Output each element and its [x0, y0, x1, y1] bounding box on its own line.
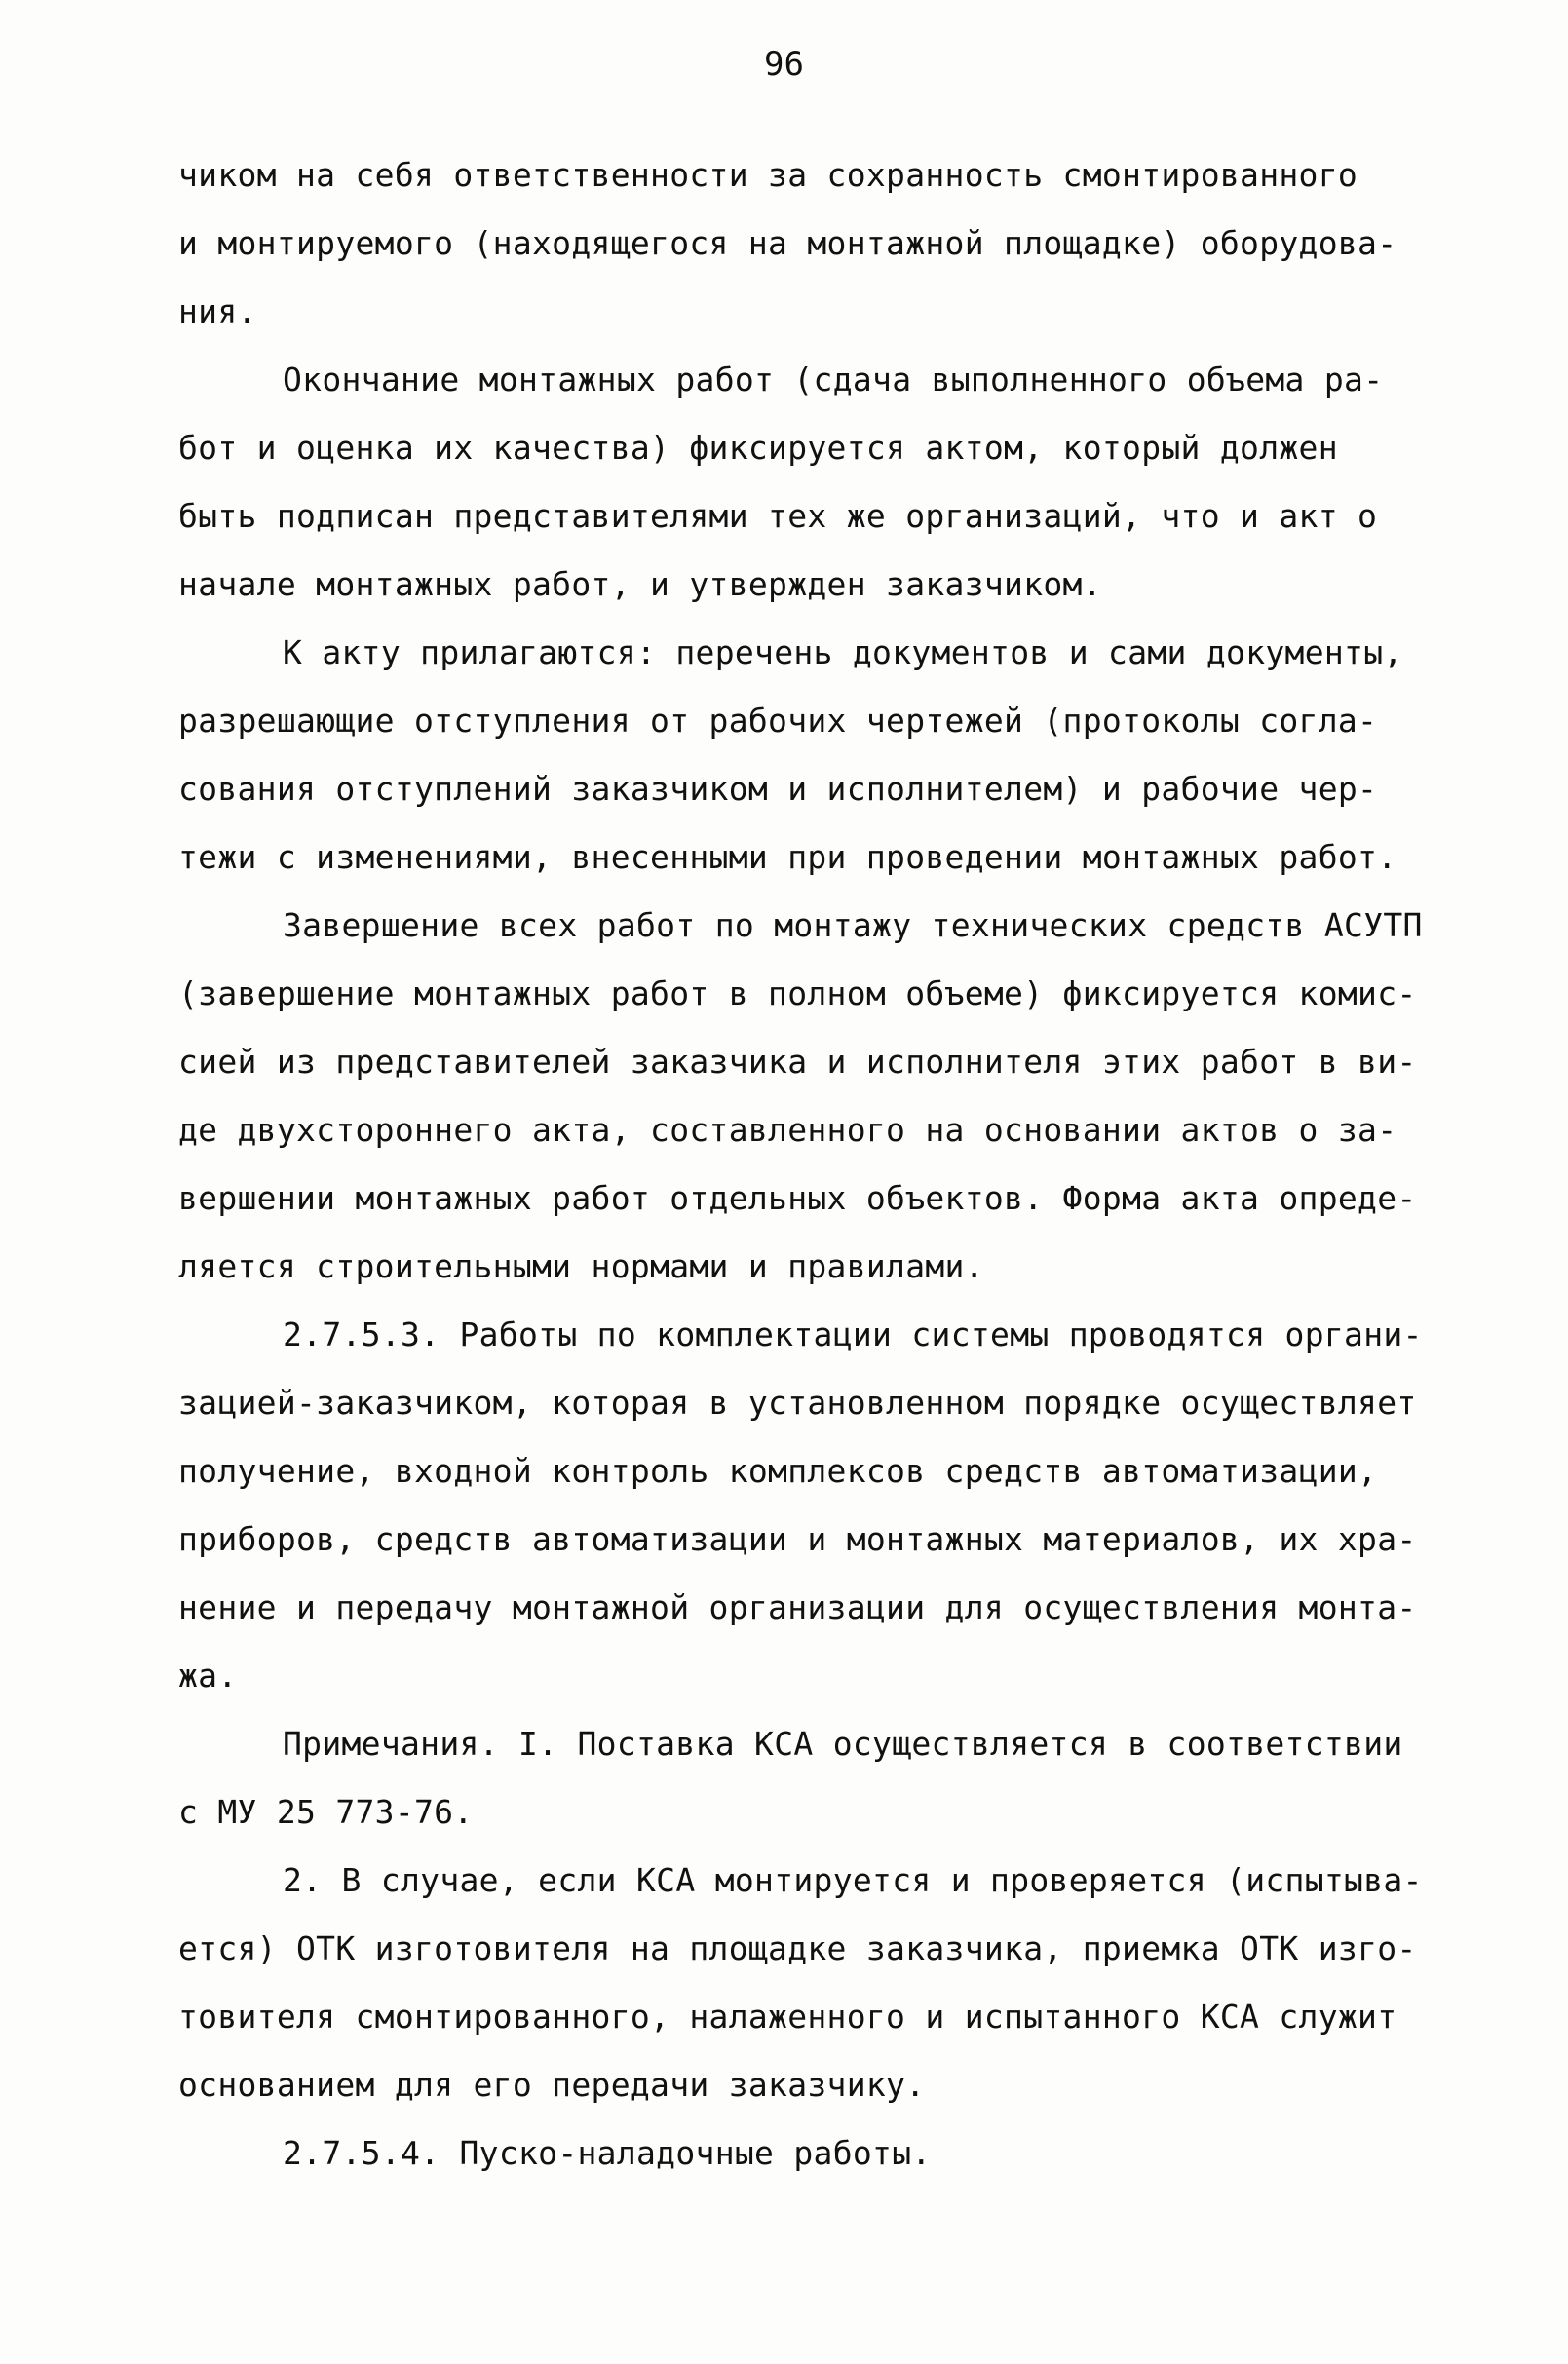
text-line: (завершение монтажных работ в полном объеме) фиксируется комис- — [178, 974, 1417, 1012]
text-line: основанием для его передачи заказчику. — [178, 2066, 926, 2104]
text-line: и монтируемого (находящегося на монтажной площадке) оборудова- — [178, 224, 1397, 262]
text-line: Завершение всех работ по монтажу технических средств АСУТП — [283, 906, 1423, 944]
text-line: товителя смонтированного, налаженного и испытанного КСА служит — [178, 1998, 1397, 2036]
text-line: приборов, средств автоматизации и монтажных материалов, их хра- — [178, 1520, 1417, 1558]
text-line: чиком на себя ответственности за сохранность смонтированного — [178, 156, 1358, 194]
page-number: 96 — [764, 45, 804, 84]
text-line: сией из представителей заказчика и исполнителя этих работ в ви- — [178, 1043, 1417, 1081]
text-line: ляется строительными нормами и правилами. — [178, 1247, 984, 1285]
text-line: 2.7.5.4. Пуско-наладочные работы. — [283, 2134, 932, 2172]
text-line: сования отступлений заказчиком и исполнителем) и рабочие чер- — [178, 770, 1378, 808]
text-line: тежи с изменениями, внесенными при проведении монтажных работ. — [178, 838, 1397, 876]
text-line: ется) ОТК изготовителя на площадке заказчика, приемка ОТК изго- — [178, 1929, 1417, 1967]
text-line: Примечания. I. Поставка КСА осуществляется в соответствии — [283, 1725, 1403, 1763]
text-line: 2.7.5.3. Работы по комплектации системы проводятся органи- — [283, 1315, 1423, 1354]
text-line: ния. — [178, 292, 257, 330]
text-line: нение и передачу монтажной организации для осуществления монта- — [178, 1588, 1417, 1626]
text-line: де двухстороннего акта, составленного на основании актов о за- — [178, 1111, 1397, 1149]
text-line: бот и оценка их качества) фиксируется актом, который должен — [178, 429, 1338, 467]
text-line: быть подписан представителями тех же организаций, что и акт о — [178, 497, 1378, 535]
text-line: 2. В случае, если КСА монтируется и проверяется (испытыва- — [283, 1861, 1423, 1899]
text-line: жа. — [178, 1657, 238, 1695]
text-line: начале монтажных работ, и утвержден заказчиком. — [178, 565, 1102, 603]
text-line: с МУ 25 773-76. — [178, 1793, 474, 1831]
text-line: Окончание монтажных работ (сдача выполненного объема ра- — [283, 361, 1384, 399]
text-line: зацией-заказчиком, которая в установленном порядке осуществляет — [178, 1384, 1417, 1422]
text-line: разрешающие отступления от рабочих чертежей (протоколы согла- — [178, 702, 1378, 740]
text-line: получение, входной контроль комплексов средств автоматизации, — [178, 1452, 1378, 1490]
text-line: К акту прилагаются: перечень документов и сами документы, — [283, 633, 1403, 671]
text-line: вершении монтажных работ отдельных объектов. Форма акта опреде- — [178, 1179, 1417, 1217]
